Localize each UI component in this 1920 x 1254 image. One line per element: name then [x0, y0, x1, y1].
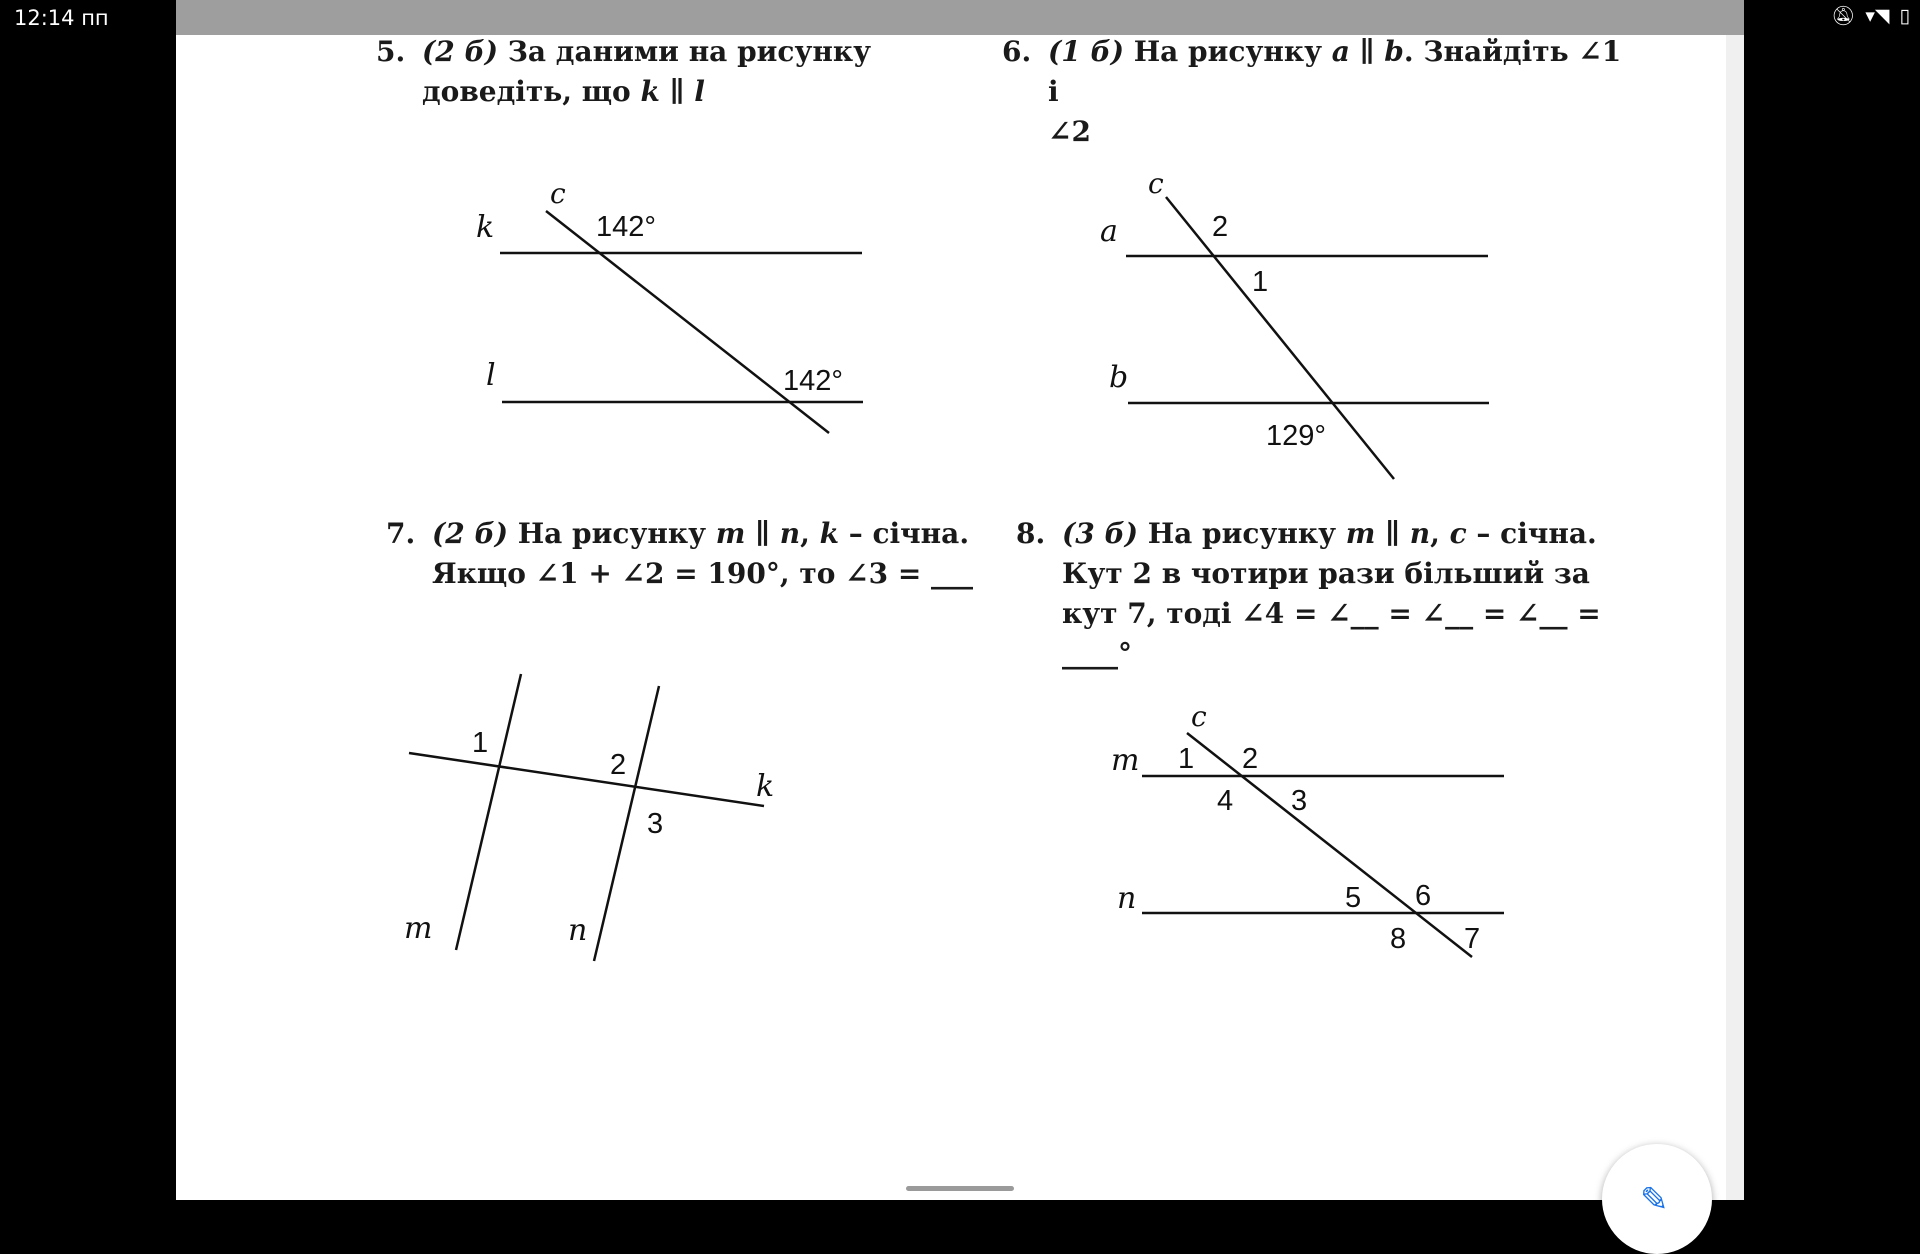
label-n: n — [1117, 881, 1137, 916]
wifi-icon: ▾◥ — [1865, 4, 1890, 27]
edit-icon: ✎ — [1640, 1180, 1669, 1220]
parallel-sign: ∥ — [1375, 517, 1410, 550]
task-text: кут 7, тоді ∠4 = ∠__ = ∠__ = ∠__ = — [1062, 597, 1601, 630]
label-c: c — [1148, 167, 1164, 200]
task-text: ____° — [1062, 637, 1132, 670]
task-points: (2 б) — [422, 35, 498, 68]
label-a: a — [1100, 214, 1118, 249]
angle-label: 8 — [1390, 923, 1407, 955]
status-time: 12:14 пп — [14, 6, 109, 30]
task-text: доведіть, що — [422, 75, 641, 108]
label-m: m — [1111, 743, 1140, 778]
line-k — [409, 753, 764, 806]
comma: , — [1430, 517, 1450, 550]
angle-label: 129° — [1266, 420, 1326, 452]
edit-button[interactable] — [1602, 1144, 1712, 1254]
task-text: – січна. — [839, 517, 970, 550]
angle-label: 1 — [1252, 266, 1269, 298]
notifications-off-icon: 🔕︎ — [1831, 5, 1856, 27]
comma: , — [800, 517, 820, 550]
angle-label: 3 — [1291, 785, 1308, 817]
var-b: b — [1384, 35, 1404, 68]
angle-label: 6 — [1415, 880, 1432, 912]
label-c: c — [1191, 700, 1207, 733]
scroll-handle[interactable] — [906, 1186, 1014, 1191]
parallel-sign: ∥ — [745, 517, 780, 550]
task-text: Якщо ∠1 + ∠2 = 190°, то ∠3 = ___ — [432, 557, 974, 590]
label-b: b — [1109, 360, 1129, 395]
task-text: На рисунку — [1123, 35, 1332, 68]
task-text: – січна. — [1466, 517, 1597, 550]
line-c — [546, 211, 829, 433]
angle-label: 142° — [596, 211, 656, 243]
task-number: 7. — [386, 517, 416, 550]
task-number: 6. — [1002, 35, 1032, 68]
line-c — [1187, 733, 1472, 957]
label-c: c — [550, 177, 566, 210]
task-number: 8. — [1016, 517, 1046, 550]
task-points: (1 б) — [1048, 35, 1124, 68]
var-a: a — [1331, 35, 1350, 68]
angle-label: 5 — [1345, 882, 1362, 914]
var-c: c — [1449, 517, 1467, 550]
angle-label: 3 — [647, 808, 664, 840]
task-text: . Знайдіть ∠1 і — [1048, 35, 1622, 108]
angle-label: 2 — [610, 749, 627, 781]
angle-label: 1 — [472, 727, 489, 759]
angle-label: 1 — [1178, 743, 1195, 775]
var-n: n — [779, 517, 801, 550]
var-k: k — [819, 517, 839, 550]
task-text: На рисунку — [1137, 517, 1346, 550]
label-m: m — [404, 911, 433, 946]
angle-label: 2 — [1242, 743, 1259, 775]
var-m: m — [1345, 517, 1376, 550]
angle-label: 142° — [783, 365, 843, 397]
var-l: l — [694, 75, 705, 108]
label-k: k — [756, 769, 775, 804]
parallel-sign: ∥ — [659, 75, 695, 108]
task-text: За даними на рисунку — [497, 35, 872, 68]
var-k: k — [640, 75, 660, 108]
label-l: l — [486, 358, 496, 393]
var-m: m — [715, 517, 746, 550]
label-n: n — [568, 913, 588, 948]
task-points: (3 б) — [1062, 517, 1138, 550]
parallel-sign: ∥ — [1349, 35, 1385, 68]
angle-label: 2 — [1212, 211, 1229, 243]
task-number: 5. — [376, 35, 406, 68]
line-m — [456, 674, 521, 950]
angle-label: 7 — [1464, 923, 1481, 955]
task-text: ∠2 — [1048, 115, 1091, 148]
task-text: На рисунку — [507, 517, 716, 550]
label-k: k — [476, 210, 495, 245]
var-n: n — [1409, 517, 1431, 550]
battery-icon: ▯ — [1899, 4, 1910, 27]
task-points: (2 б) — [432, 517, 508, 550]
angle-label: 4 — [1217, 785, 1234, 817]
task-text: Кут 2 в чотири рази більший за — [1062, 557, 1590, 590]
